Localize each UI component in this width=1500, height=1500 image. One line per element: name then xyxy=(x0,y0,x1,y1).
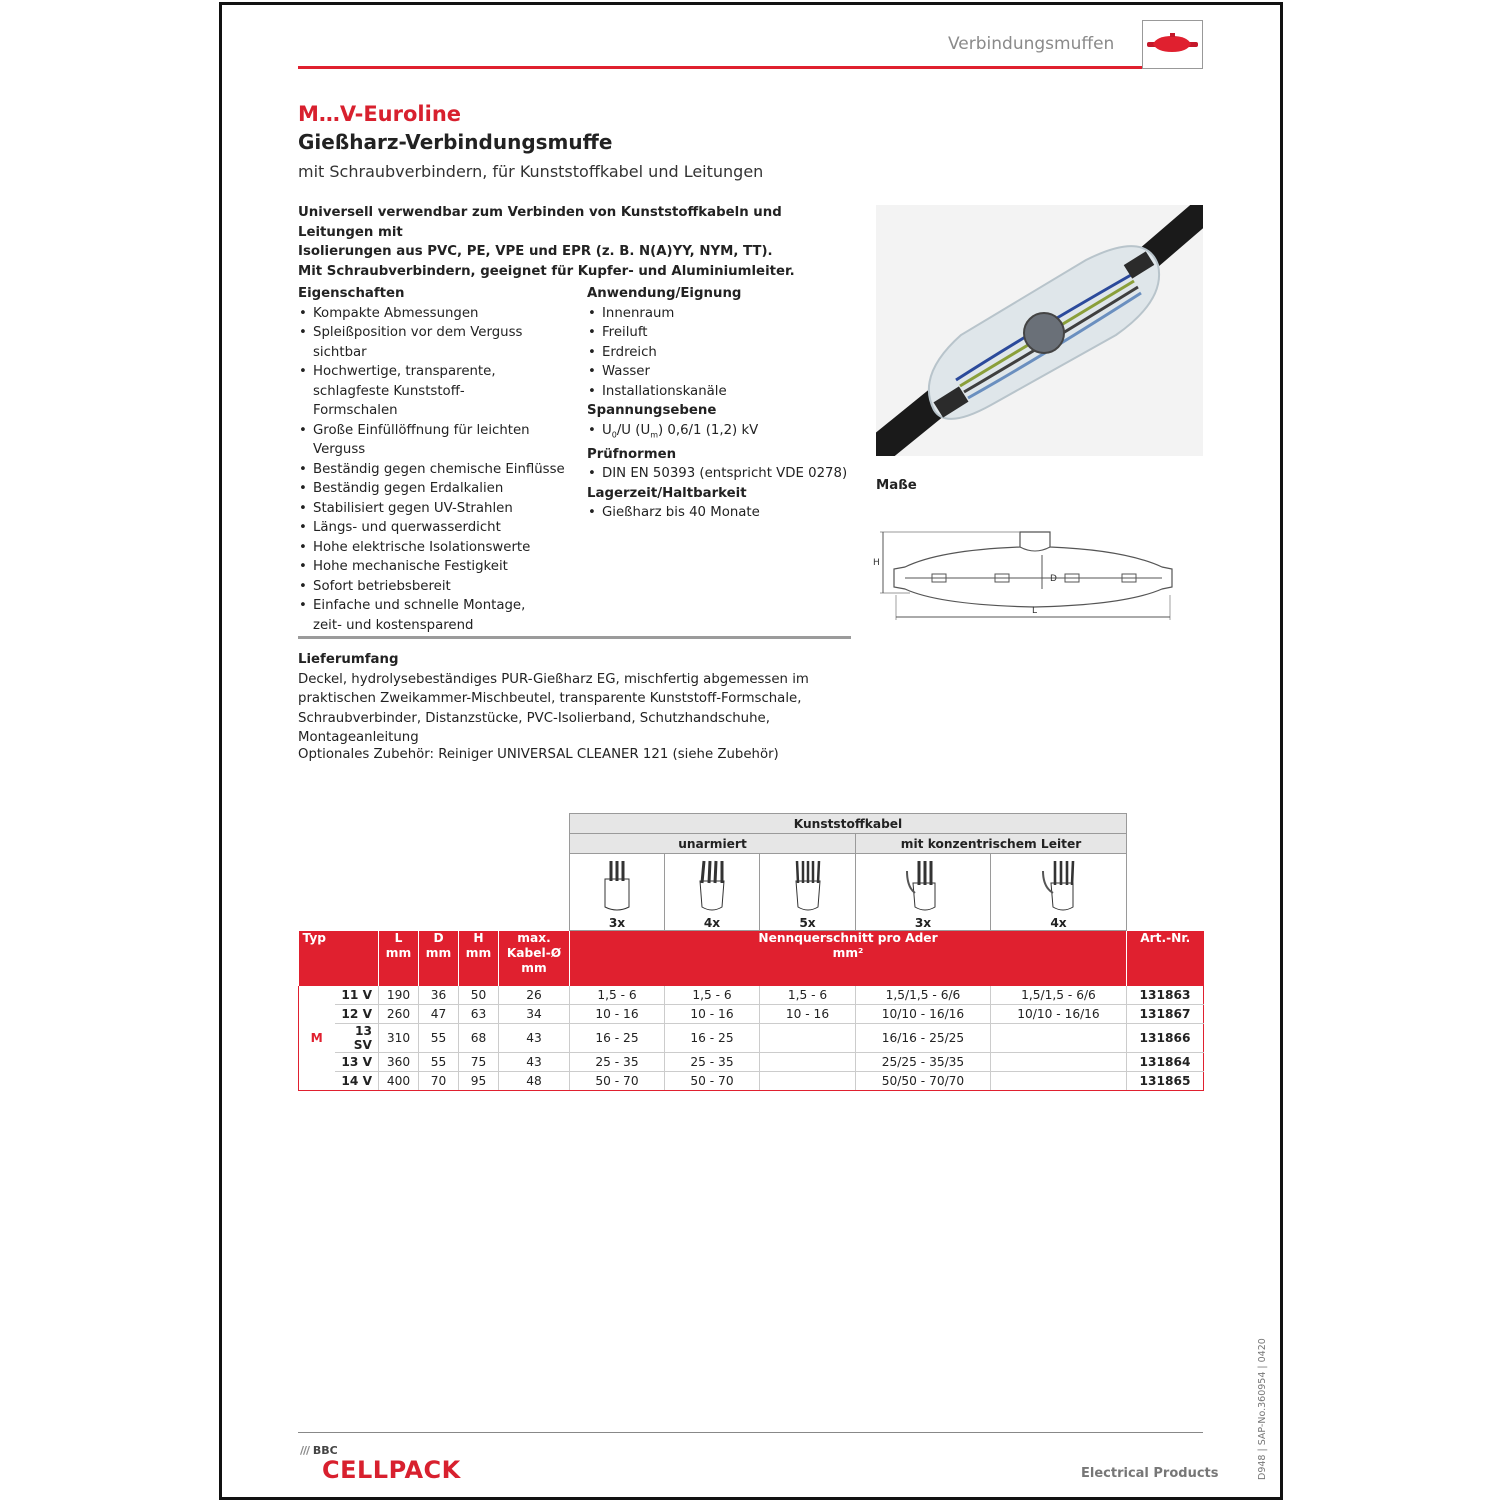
application-item: • Innenraum xyxy=(587,304,857,324)
cell-c1: 16 - 25 xyxy=(570,1024,665,1053)
cell-c4: 1,5/1,5 - 6/6 xyxy=(856,986,991,1005)
storage-heading: Lagerzeit/Haltbarkeit xyxy=(587,485,747,501)
dim-label-h: H xyxy=(873,558,880,568)
cable-count-label: 3x xyxy=(914,916,932,930)
feature-item: • Längs- und querwasserdicht xyxy=(298,518,578,538)
standards-item: • DIN EN 50393 (entspricht VDE 0278) xyxy=(587,464,857,484)
cell-max: 43 xyxy=(499,1053,570,1072)
dimensions-heading: Maße xyxy=(876,478,917,493)
voltage-item xyxy=(587,421,857,445)
col-header-d xyxy=(419,931,459,987)
type-prefix: M xyxy=(299,986,335,1091)
cell-art: 131867 xyxy=(1127,1005,1204,1024)
feature-item: • Sofort betriebsbereit xyxy=(298,577,578,597)
cell-c4: 25/25 - 35/35 xyxy=(856,1053,991,1072)
cell-c5 xyxy=(991,1072,1127,1091)
cell-d: 47 xyxy=(419,1005,459,1024)
cell-l: 400 xyxy=(379,1072,419,1091)
feature-item: • Hochwertige, transparente, schlagfeste Kunststoff-Formschalen xyxy=(298,362,543,421)
cell-c3 xyxy=(760,1024,856,1053)
application-item: • Freiluft xyxy=(587,323,857,343)
voltage-symbol: U xyxy=(602,422,612,438)
cell-c1: 50 - 70 xyxy=(570,1072,665,1091)
cell-l: 260 xyxy=(379,1005,419,1024)
feature-item: • Große Einfüllöffnung für leichten Verguss xyxy=(298,421,543,460)
cell-c3: 1,5 - 6 xyxy=(760,986,856,1005)
cell-c1: 10 - 16 xyxy=(570,1005,665,1024)
cable-count-label: 3x xyxy=(608,916,626,930)
optional-accessory: Optionales Zubehör: Reiniger UNIVERSAL CLEANER 121 (siehe Zubehör) xyxy=(298,747,779,762)
header-max-label: max. xyxy=(517,930,551,945)
cell-h: 68 xyxy=(459,1024,499,1053)
cell-art: 131864 xyxy=(1127,1053,1204,1072)
header-rule xyxy=(298,66,1142,69)
col-header-typ: Typ xyxy=(299,931,379,987)
cell-c4: 10/10 - 16/16 xyxy=(856,1005,991,1024)
voltage-value: ) 0,6/1 (1,2) kV xyxy=(657,422,759,438)
concentric-3-core-icon xyxy=(903,857,943,913)
product-photo xyxy=(876,205,1203,456)
header-d-label: D xyxy=(433,930,444,945)
col-header-l xyxy=(379,931,419,987)
cell-c5: 10/10 - 16/16 xyxy=(991,1005,1127,1024)
cell-typ: 13 SV xyxy=(335,1024,379,1053)
brand-tagline: Electrical Products xyxy=(1081,1466,1219,1481)
feature-item: • Hohe elektrische Isolationswerte xyxy=(298,538,578,558)
cell-c4: 16/16 - 25/25 xyxy=(856,1024,991,1053)
cell-max: 34 xyxy=(499,1005,570,1024)
cell-d: 55 xyxy=(419,1024,459,1053)
cell-c2: 16 - 25 xyxy=(665,1024,760,1053)
table-row xyxy=(299,1072,1204,1091)
section-divider xyxy=(298,636,851,639)
category-title: Verbindungsmuffen xyxy=(948,34,1115,54)
brand-logo: CELLPACK xyxy=(322,1456,461,1484)
feature-item: • Beständig gegen Erdalkalien xyxy=(298,479,578,499)
cell-c3 xyxy=(760,1072,856,1091)
col-header-h xyxy=(459,931,499,987)
cell-c5 xyxy=(991,1053,1127,1072)
cable-count-label: 4x xyxy=(1050,916,1067,930)
cell-max: 26 xyxy=(499,986,570,1005)
cell-l: 360 xyxy=(379,1053,419,1072)
cell-typ: 14 V xyxy=(335,1072,379,1091)
features-column xyxy=(298,284,578,635)
cell-max: 48 xyxy=(499,1072,570,1091)
cell-typ: 11 V xyxy=(335,986,379,1005)
cell-l: 310 xyxy=(379,1024,419,1053)
feature-item: • Hohe mechanische Festigkeit xyxy=(298,557,578,577)
feature-item: • Spleißposition vor dem Verguss sichtbar xyxy=(298,323,578,362)
table-row xyxy=(299,986,1204,1005)
header-l-label: L xyxy=(394,930,403,945)
cable-count-label: 5x xyxy=(799,916,816,930)
voltage-sub-m: m xyxy=(650,430,658,440)
header-h-label: H xyxy=(473,930,484,945)
cable-5-core-icon xyxy=(788,857,828,913)
delivery-scope xyxy=(298,650,868,748)
cell-c5 xyxy=(991,1024,1127,1053)
header-kabel-label: Kabel-Ø xyxy=(506,945,562,960)
cell-h: 95 xyxy=(459,1072,499,1091)
cell-l: 190 xyxy=(379,986,419,1005)
col-header-art: Art.-Nr. xyxy=(1127,931,1204,987)
table-row xyxy=(299,1053,1204,1072)
table-row xyxy=(299,1005,1204,1024)
voltage-sub-0: 0 xyxy=(611,430,617,440)
unarmored-header: unarmiert xyxy=(570,834,856,854)
voltage-mid: /U (U xyxy=(616,422,651,438)
cell-art: 131863 xyxy=(1127,986,1204,1005)
dimension-drawing xyxy=(870,525,1180,625)
dim-label-d: D xyxy=(1050,574,1057,584)
cell-c1: 25 - 35 xyxy=(570,1053,665,1072)
cable-4-core-cell xyxy=(665,854,760,931)
col-header-nenn xyxy=(570,931,1127,987)
cell-h: 75 xyxy=(459,1053,499,1072)
storage-item: • Gießharz bis 40 Monate xyxy=(587,503,857,523)
standards-heading: Prüfnormen xyxy=(587,446,677,462)
cable-3-core-icon xyxy=(597,857,637,913)
joint-icon xyxy=(1142,20,1203,69)
cell-typ: 12 V xyxy=(335,1005,379,1024)
intro-line: Isolierungen aus PVC, PE, VPE und EPR (z. B. N(A)YY, NYM, TT). xyxy=(298,244,773,259)
brand-logo-small: /// BBC xyxy=(300,1444,338,1457)
cell-d: 55 xyxy=(419,1053,459,1072)
cell-art: 131866 xyxy=(1127,1024,1204,1053)
application-heading: Anwendung/Eignung xyxy=(587,286,742,301)
cell-c2: 50 - 70 xyxy=(665,1072,760,1091)
cell-d: 70 xyxy=(419,1072,459,1091)
header-unit: mm xyxy=(385,945,412,960)
header-unit: mm xyxy=(425,945,452,960)
concentric-3-core-cell xyxy=(856,854,991,931)
application-item: • Wasser xyxy=(587,362,857,382)
header-unit: mm xyxy=(465,945,492,960)
col-header-max xyxy=(499,931,570,987)
concentric-header: mit konzentrischem Leiter xyxy=(856,834,1127,854)
footer-rule xyxy=(298,1432,1203,1433)
cell-max: 43 xyxy=(499,1024,570,1053)
cell-c4: 50/50 - 70/70 xyxy=(856,1072,991,1091)
cell-c2: 25 - 35 xyxy=(665,1053,760,1072)
cell-c3 xyxy=(760,1053,856,1072)
intro-line: Universell verwendbar zum Verbinden von Kunststoffkabeln und Leitungen mit xyxy=(298,205,782,240)
delivery-heading: Lieferumfang xyxy=(298,652,399,667)
feature-item: • Kompakte Abmessungen xyxy=(298,304,578,324)
cable-3-core-cell xyxy=(570,854,665,931)
concentric-4-core-cell xyxy=(991,854,1127,931)
feature-item: • Einfache und schnelle Montage, zeit- und kostensparend xyxy=(298,596,543,635)
features-heading: Eigenschaften xyxy=(298,286,405,301)
brand-small-text: BBC xyxy=(312,1444,338,1457)
cell-c2: 10 - 16 xyxy=(665,1005,760,1024)
concentric-4-core-icon xyxy=(1039,857,1079,913)
document-code: D948 | SAP-No.360954 | 0420 xyxy=(1257,1338,1268,1480)
application-item: • Erdreich xyxy=(587,343,857,363)
delivery-text: Deckel, hydrolysebeständiges PUR-Gießharz EG, mischfertig abgemessen im praktischen Zweikammer-Mischbeutel, transparente Kunststoff-Formschale, Schraubverbinder, Distanzstücke, PVC-Isolierband, Schutzhandschuhe, Montageanleitung xyxy=(298,671,809,745)
cell-h: 50 xyxy=(459,986,499,1005)
cable-count-label: 4x xyxy=(703,916,721,930)
cell-c1: 1,5 - 6 xyxy=(570,986,665,1005)
cell-c2: 1,5 - 6 xyxy=(665,986,760,1005)
cable-4-core-icon xyxy=(692,857,732,913)
page-title: Gießharz-Verbindungsmuffe xyxy=(298,130,613,154)
cell-c3: 10 - 16 xyxy=(760,1005,856,1024)
voltage-heading: Spannungsebene xyxy=(587,403,717,418)
cell-typ: 13 V xyxy=(335,1053,379,1072)
cable-5-core-cell xyxy=(760,854,856,931)
spec-table xyxy=(298,813,1204,1091)
application-column xyxy=(587,284,857,523)
cell-d: 36 xyxy=(419,986,459,1005)
cell-h: 63 xyxy=(459,1005,499,1024)
cable-group-header: Kunststoffkabel xyxy=(570,814,1127,834)
intro-line: Mit Schraubverbindern, geeignet für Kupfer- und Aluminiumleiter. xyxy=(298,263,795,279)
cell-c5: 1,5/1,5 - 6/6 xyxy=(991,986,1127,1005)
feature-item: • Stabilisiert gegen UV-Strahlen xyxy=(298,499,578,519)
header-nenn-unit: mm² xyxy=(832,946,864,960)
product-name: M…V-Euroline xyxy=(298,102,462,126)
page-subtitle: mit Schraubverbindern, für Kunststoffkabel und Leitungen xyxy=(298,162,764,181)
cell-art: 131865 xyxy=(1127,1072,1204,1091)
feature-item: • Beständig gegen chemische Einflüsse xyxy=(298,460,578,480)
header-unit: mm xyxy=(521,960,547,975)
application-item: • Installationskanäle xyxy=(587,382,857,402)
intro-text xyxy=(298,203,858,281)
dim-label-l: L xyxy=(1032,606,1038,616)
table-row xyxy=(299,1024,1204,1053)
header-nenn-label: Nennquerschnitt pro Ader xyxy=(758,931,938,945)
